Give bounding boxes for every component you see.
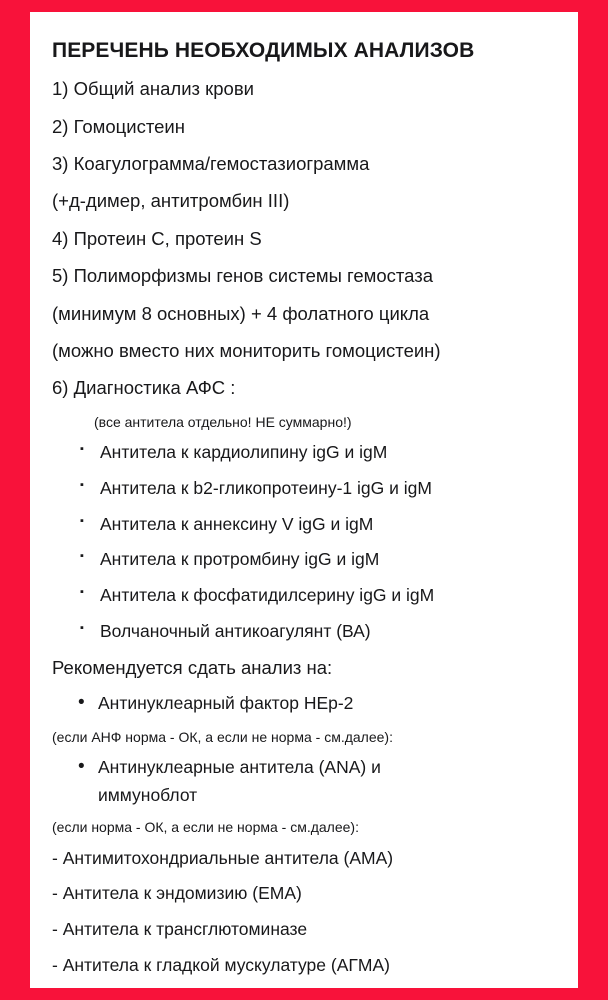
list-item: - Антимитохондриальные антитела (AMA) <box>52 847 394 868</box>
list-item-label: Антитела к протромбину igG и igM <box>100 549 380 570</box>
recommend-heading: Рекомендуется сдать анализ на: <box>52 656 333 678</box>
list-item <box>52 477 556 500</box>
list-item-label: Антитела к фосфатидилсерину igG и igM <box>100 585 435 606</box>
dot-bullet-icon: • <box>78 755 85 777</box>
note-norm: (если норма - ОК, а если не норма - см.далее): <box>52 819 359 836</box>
list-item: 2) Гомоцистеин <box>52 115 185 137</box>
page-title: ПЕРЕЧЕНЬ НЕОБХОДИМЫХ АНАЛИЗОВ <box>52 39 475 62</box>
list-item: 6) Диагностика АФС : <box>52 377 236 399</box>
square-bullet-icon: ▪ <box>80 586 84 599</box>
afs-note: (все антитела отдельно! НЕ суммарно!) <box>94 413 352 430</box>
list-item <box>52 620 556 643</box>
list-item: (минимум 8 основных) + 4 фолатного цикла <box>52 302 430 324</box>
list-item: - Антитела к гладкой мускулатуре (AГMA) <box>52 954 390 975</box>
square-bullet-icon: ▪ <box>80 621 84 634</box>
list-item-label: Волчаночный антикоагулянт (ВА) <box>100 620 371 641</box>
list-item: 4) Протеин C, протеин S <box>52 227 262 249</box>
list-item: (можно вместо них мониторить гомоцистеин) <box>52 340 441 362</box>
list-item: 5) Полиморфизмы генов системы гемостаза <box>52 265 434 287</box>
list-item <box>52 692 556 715</box>
list-item: - Антитела к эндомизию (EMA) <box>52 883 302 904</box>
document-sheet <box>30 12 578 988</box>
list-item-label: Антитела к аннексину V igG и igM <box>100 513 374 534</box>
list-item-label: Антинуклеарные антитела (ANA) и <box>98 756 381 777</box>
note-anf: (если АНФ норма - ОК, а если не норма - см.далее): <box>52 728 393 745</box>
list-item-label: Антитела к кардиолипину igG и igM <box>100 442 388 463</box>
list-item: (+д-димер, антитромбин III) <box>52 190 290 212</box>
list-item-label: Антинуклеарный фактор HEp-2 <box>98 692 354 713</box>
list-item: 3) Коагулограмма/гемостазиограмма <box>52 153 370 174</box>
list-item <box>52 441 556 464</box>
square-bullet-icon: ▪ <box>80 550 84 563</box>
list-item-label-continuation: иммуноблот <box>98 784 198 805</box>
list-item: 1) Общий анализ крови <box>52 78 254 100</box>
list-item <box>52 756 556 779</box>
list-item: - Антитела к трансглютоминазе <box>52 919 308 940</box>
list-item <box>52 548 556 571</box>
list-item <box>52 513 556 536</box>
list-item-label: Антитела к b2-гликопротеину-1 igG и igM <box>100 477 432 498</box>
square-bullet-icon: ▪ <box>80 443 84 456</box>
list-item <box>52 584 556 607</box>
dot-bullet-icon: • <box>78 691 85 713</box>
square-bullet-icon: ▪ <box>80 514 84 527</box>
square-bullet-icon: ▪ <box>80 478 84 491</box>
